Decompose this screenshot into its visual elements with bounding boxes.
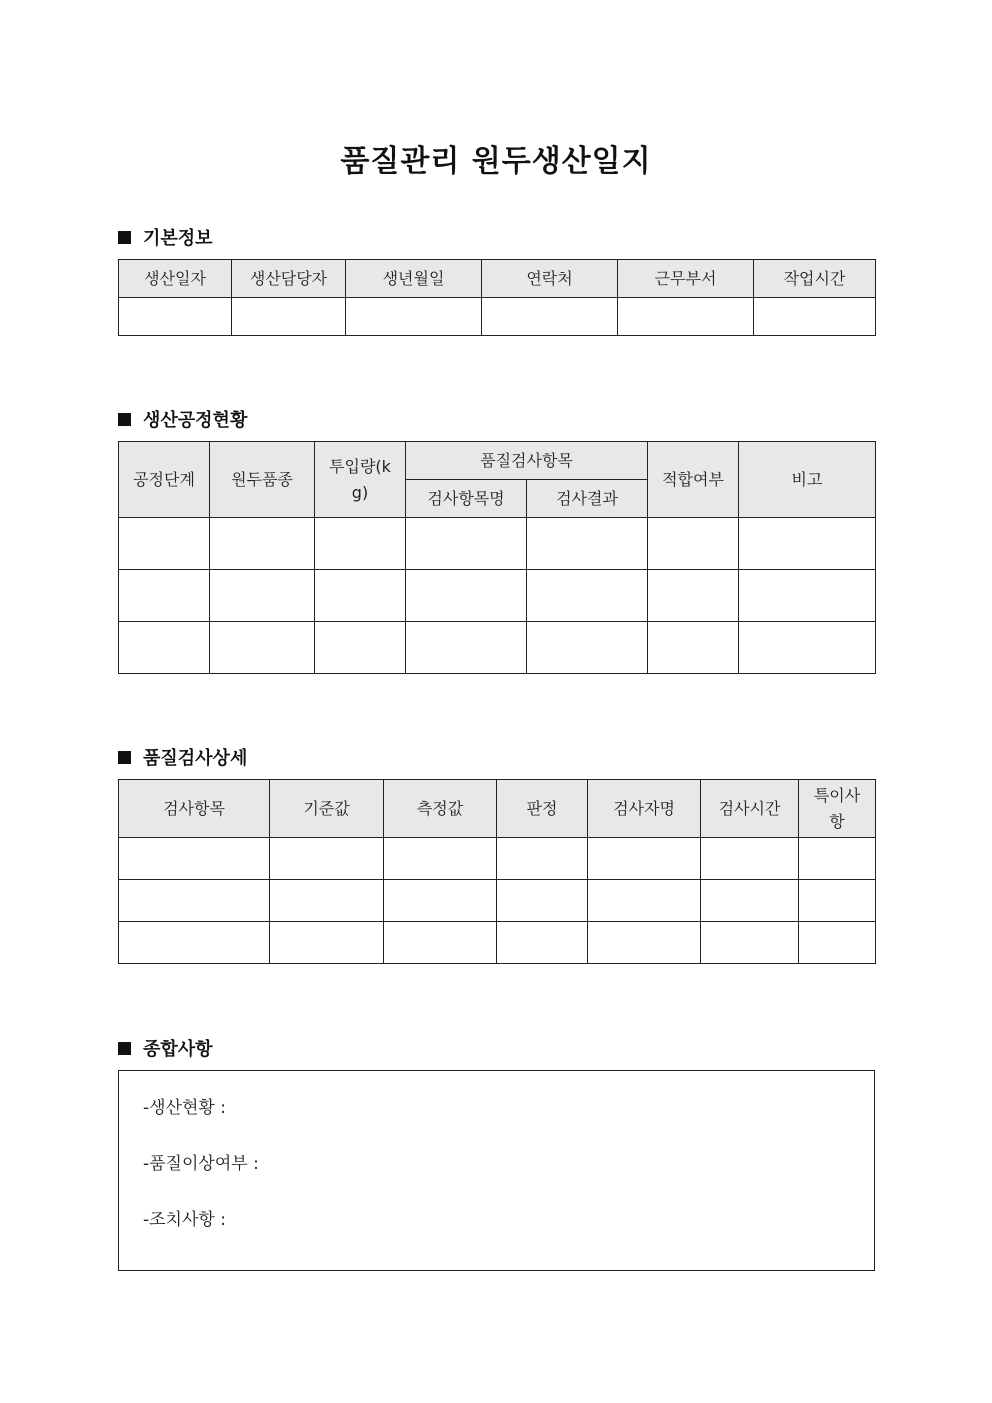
input-cell[interactable] [799, 922, 876, 964]
header-department: 근무부서 [618, 260, 754, 298]
process-status-table [118, 441, 876, 674]
header-work-time: 작업시간 [754, 260, 876, 298]
table-row [119, 922, 876, 964]
input-cell[interactable] [739, 570, 876, 622]
input-cell[interactable] [799, 880, 876, 922]
table-row [119, 298, 876, 336]
input-cell[interactable] [588, 880, 701, 922]
input-cell[interactable] [527, 622, 648, 674]
header-special-notes-label: 특이사항 [813, 785, 861, 831]
input-cell[interactable] [119, 880, 270, 922]
quality-detail-heading-label: 품질검사상세 [143, 748, 248, 769]
input-cell[interactable] [618, 298, 754, 336]
process-status-heading-label: 생산공정현황 [143, 410, 248, 431]
header-inspection-result: 검사결과 [527, 480, 648, 518]
summary-box[interactable] [118, 1070, 875, 1271]
input-cell[interactable] [384, 880, 497, 922]
input-cell[interactable] [270, 838, 384, 880]
input-cell[interactable] [497, 880, 588, 922]
summary-production-status: -생산현황 : [143, 1098, 226, 1118]
input-cell[interactable] [588, 838, 701, 880]
input-cell[interactable] [739, 518, 876, 570]
input-cell[interactable] [119, 570, 210, 622]
header-bean-variety: 원두품종 [210, 442, 315, 518]
header-standard-value: 기준값 [270, 780, 384, 838]
header-special-notes [799, 780, 876, 838]
input-cell[interactable] [701, 922, 799, 964]
header-quality-inspection-items: 품질검사항목 [406, 442, 648, 480]
header-inspection-item-name: 검사항목명 [406, 480, 527, 518]
input-cell[interactable] [406, 518, 527, 570]
input-cell[interactable] [315, 570, 406, 622]
input-cell[interactable] [210, 622, 315, 674]
summary-heading [118, 1035, 213, 1061]
quality-detail-table [118, 779, 876, 964]
header-input-amount-label: 투입량(kg) [329, 456, 391, 502]
input-cell[interactable] [497, 922, 588, 964]
header-measured-value: 측정값 [384, 780, 497, 838]
header-inspector-name: 검사자명 [588, 780, 701, 838]
input-cell[interactable] [648, 518, 739, 570]
input-cell[interactable] [799, 838, 876, 880]
input-cell[interactable] [701, 838, 799, 880]
header-judgement: 판정 [497, 780, 588, 838]
header-birth-date: 생년월일 [346, 260, 482, 298]
input-cell[interactable] [315, 622, 406, 674]
header-inspection-time: 검사시간 [701, 780, 799, 838]
header-process-stage: 공정단계 [119, 442, 210, 518]
table-row [119, 880, 876, 922]
input-cell[interactable] [701, 880, 799, 922]
table-row [119, 622, 876, 674]
basic-info-table [118, 259, 876, 336]
header-suitability: 적합여부 [648, 442, 739, 518]
document-title: 품질관리 원두생산일지 [340, 144, 652, 179]
quality-detail-heading [118, 744, 247, 770]
input-cell[interactable] [119, 298, 232, 336]
input-cell[interactable] [119, 518, 210, 570]
header-production-date: 생산일자 [119, 260, 232, 298]
input-cell[interactable] [588, 922, 701, 964]
input-cell[interactable] [210, 570, 315, 622]
input-cell[interactable] [119, 838, 270, 880]
table-row [119, 838, 876, 880]
header-remarks: 비고 [739, 442, 876, 518]
header-contact: 연락처 [482, 260, 618, 298]
header-production-manager: 생산담당자 [232, 260, 346, 298]
input-cell[interactable] [406, 570, 527, 622]
table-row [119, 570, 876, 622]
header-input-amount [315, 442, 406, 518]
summary-actions-taken: -조치사항 : [143, 1210, 226, 1230]
input-cell[interactable] [270, 922, 384, 964]
summary-heading-label: 종합사항 [143, 1039, 213, 1060]
square-bullet-icon [118, 231, 131, 244]
basic-info-heading-label: 기본정보 [143, 228, 213, 249]
input-cell[interactable] [739, 622, 876, 674]
table-row [119, 518, 876, 570]
input-cell[interactable] [384, 838, 497, 880]
process-status-heading [118, 406, 247, 432]
square-bullet-icon [118, 751, 131, 764]
input-cell[interactable] [527, 570, 648, 622]
input-cell[interactable] [482, 298, 618, 336]
input-cell[interactable] [119, 622, 210, 674]
input-cell[interactable] [497, 838, 588, 880]
square-bullet-icon [118, 1042, 131, 1055]
header-inspection-item: 검사항목 [119, 780, 270, 838]
input-cell[interactable] [119, 922, 270, 964]
input-cell[interactable] [754, 298, 876, 336]
input-cell[interactable] [406, 622, 527, 674]
input-cell[interactable] [384, 922, 497, 964]
summary-quality-anomaly: -품질이상여부 : [143, 1154, 259, 1174]
input-cell[interactable] [210, 518, 315, 570]
input-cell[interactable] [315, 518, 406, 570]
input-cell[interactable] [648, 570, 739, 622]
input-cell[interactable] [527, 518, 648, 570]
square-bullet-icon [118, 413, 131, 426]
input-cell[interactable] [270, 880, 384, 922]
input-cell[interactable] [346, 298, 482, 336]
basic-info-heading [118, 224, 213, 250]
input-cell[interactable] [648, 622, 739, 674]
input-cell[interactable] [232, 298, 346, 336]
